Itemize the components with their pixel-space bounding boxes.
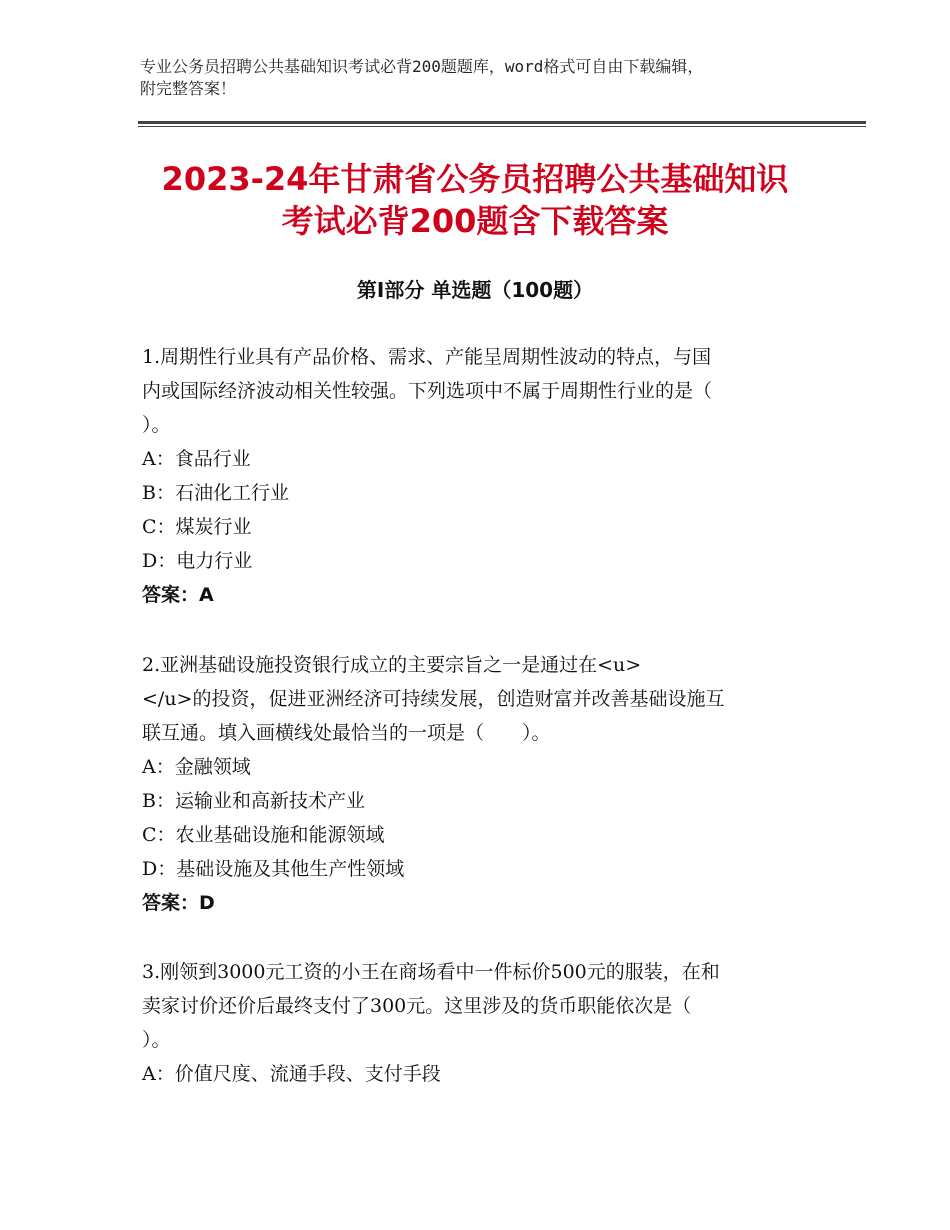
answer: 答案：A bbox=[142, 584, 214, 606]
question-2 bbox=[142, 648, 802, 920]
question-stem-line: 2.亚洲基础设施投资银行成立的主要宗旨之一是通过在<u> bbox=[142, 654, 642, 676]
header-divider-thick bbox=[138, 121, 866, 124]
question-stem-line: 联互通。填入画横线处最恰当的一项是（ ）。 bbox=[142, 722, 551, 744]
option-d: D：电力行业 bbox=[142, 550, 253, 572]
question-stem-line: ）。 bbox=[142, 1029, 171, 1051]
option-a: A：金融领域 bbox=[142, 756, 251, 778]
header-note-line-1: 专业公务员招聘公共基础知识考试必背200题题库，word格式可自由下载编辑， bbox=[140, 57, 704, 76]
question-stem-line: 内或国际经济波动相关性较强。下列选项中不属于周期性行业的是（ bbox=[142, 380, 713, 402]
header-note bbox=[140, 56, 820, 100]
section-heading: 第Ⅰ部分 单选题（100题） bbox=[356, 278, 594, 302]
question-3 bbox=[142, 955, 802, 1091]
option-c: C：农业基础设施和能源领域 bbox=[142, 824, 385, 846]
option-a: A：价值尺度、流通手段、支付手段 bbox=[142, 1063, 441, 1085]
header-note-line-2: 附完整答案！ bbox=[140, 79, 237, 98]
header-divider-thin bbox=[138, 126, 866, 127]
question-stem-line: 卖家讨价还价后最终支付了300元。这里涉及的货币职能依次是（ bbox=[142, 995, 692, 1017]
document-title-line-2: 考试必背200题含下载答案 bbox=[281, 202, 669, 240]
document-title-line-1: 2023-24年甘肃省公务员招聘公共基础知识 bbox=[161, 160, 789, 198]
document-title bbox=[120, 158, 830, 242]
question-stem-line: </u>的投资，促进亚洲经济可持续发展，创造财富并改善基础设施互 bbox=[142, 688, 725, 710]
answer: 答案：D bbox=[142, 892, 215, 914]
question-stem-line: ）。 bbox=[142, 414, 171, 436]
question-stem-line: 3.刚领到3000元工资的小王在商场看中一件标价500元的服装，在和 bbox=[142, 961, 720, 983]
option-b: B：运输业和高新技术产业 bbox=[142, 790, 365, 812]
option-a: A：食品行业 bbox=[142, 448, 251, 470]
question-1 bbox=[142, 340, 802, 612]
option-b: B：石油化工行业 bbox=[142, 482, 289, 504]
option-c: C：煤炭行业 bbox=[142, 516, 252, 538]
option-d: D：基础设施及其他生产性领域 bbox=[142, 858, 405, 880]
question-stem-line: 1.周期性行业具有产品价格、需求、产能呈周期性波动的特点，与国 bbox=[142, 346, 712, 368]
